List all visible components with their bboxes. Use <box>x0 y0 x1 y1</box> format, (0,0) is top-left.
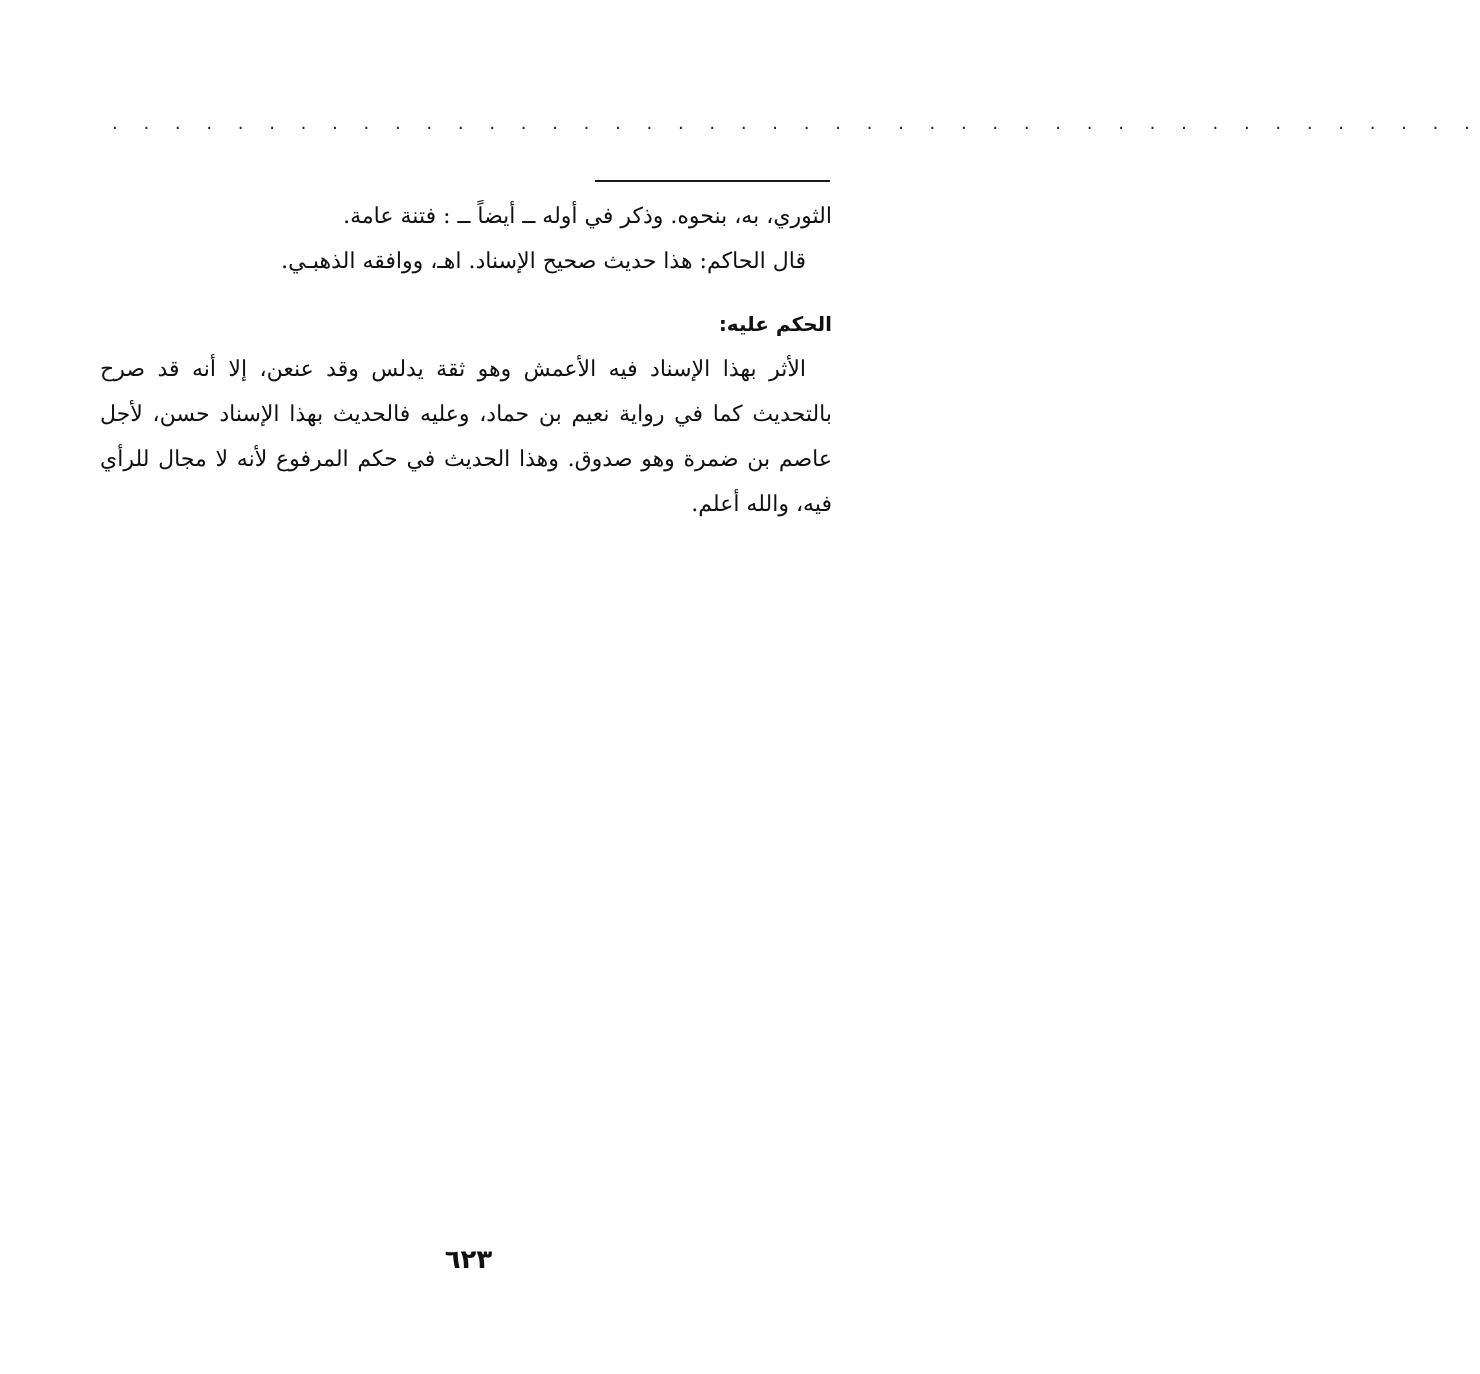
ruling-paragraph <box>100 347 832 527</box>
paragraph-line: بالتحديث كما في رواية نعيم بن حماد، وعليه فالحديث بهذا الإسناد حسن، لأجل <box>100 402 832 427</box>
paragraph-line: عاصم بن ضمرة وهو صدوق. وهذا الحديث في حكم المرفوع لأنه لا مجال للرأي <box>100 447 832 472</box>
section-heading: الحكم عليه: <box>718 312 832 336</box>
footnote-text: الثوري، به، بنحوه. وذكر في أوله ــ أيضاً ــ : فتنة عامة. <box>343 204 832 229</box>
dotted-separator: . . . . . . . . . . . . . . . . . . . . . . . . . . . . . . . . . . . . . . . . . . . . <box>112 113 1480 134</box>
footnote-line-1 <box>100 204 832 229</box>
footnote-line-2 <box>100 249 832 274</box>
paragraph-line: الأثر بهذا الإسناد فيه الأعمش وهو ثقة يدلس وقد عنعن، إلا أنه قد صرح <box>100 357 806 382</box>
footnote-rule <box>595 180 830 182</box>
paragraph-line: فيه، والله أعلم. <box>691 492 832 517</box>
page-number: ٦٢٣ <box>444 1245 493 1275</box>
footnote-text: قال الحاكم: هذا حديث صحيح الإسناد. اهـ، ووافقه الذهبـي. <box>281 249 806 274</box>
